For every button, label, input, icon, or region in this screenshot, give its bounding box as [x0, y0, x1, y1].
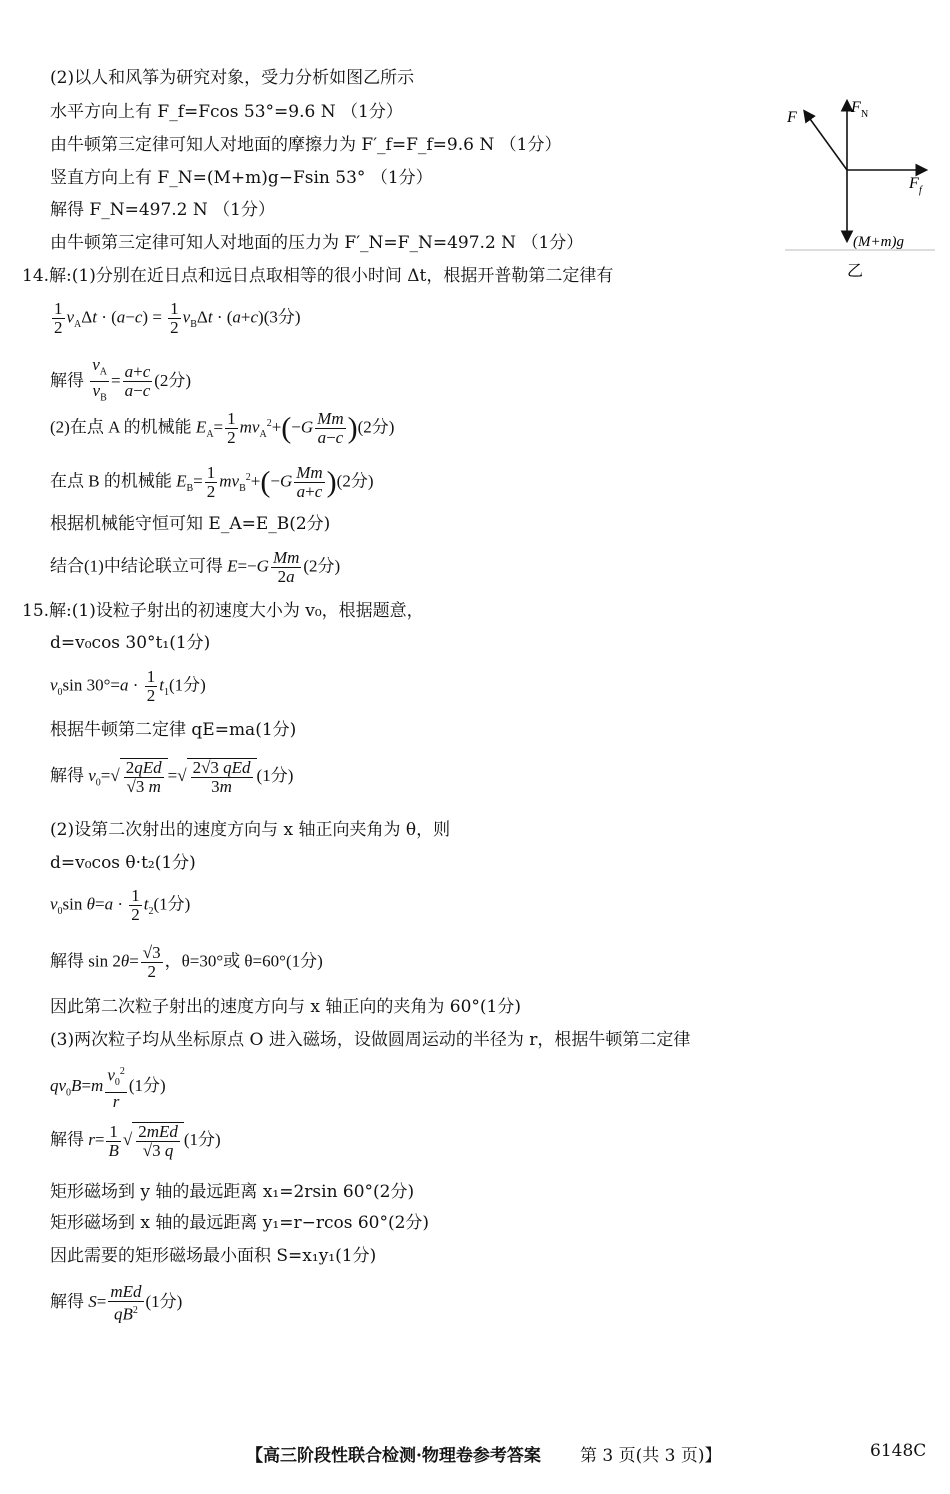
q14-eq-2: 解得 $\frac{v_A}{v_B}$ = $\frac{a+c}{a-c}$ (2分)	[50, 355, 192, 404]
q14-eq-6-score: (2分)	[303, 556, 341, 576]
q15-line-6: d=v₀cos θ·t₂(1分)	[50, 853, 196, 873]
q14-eq-6: 结合(1)中结论联立可得 E=−G $\frac{Mm}{2a}$ (2分)	[50, 548, 341, 586]
q15-eq-12: 解得 r= $\frac{1}{B}$ √ $\frac{\text{2mEd}}{√3 q}$ (1分)	[50, 1121, 221, 1160]
arrow-F	[805, 112, 847, 170]
q14-eq-2-label: 解得	[50, 370, 84, 390]
q15-eq-11-score: (1分)	[128, 1075, 166, 1095]
q14-eq-6-label: 结合(1)中结论联立可得	[50, 556, 223, 576]
q14-eq-2-score: (2分)	[154, 370, 192, 390]
q15-eq-11: $qv_0B=m$ $\frac{v_0^2}{r}$ (1分)	[50, 1063, 166, 1111]
q15-eq-2-score: (1分)	[168, 675, 206, 695]
footer-title: 【高三阶段性联合检测·物理卷参考答案	[246, 1446, 541, 1466]
q15-eq-12-score: (1分)	[183, 1129, 221, 1149]
q15-line-10: (3)两次粒子均从坐标原点 O 进入磁场，设做圆周运动的半径为 r，根据牛顿第二定律	[50, 1030, 691, 1050]
q15-eq-8-label: 解得	[50, 951, 84, 971]
q15-line-3: 根据牛顿第二定律 qE=ma(1分)	[50, 720, 297, 740]
q14-eq-1: $\frac{1}{2}$ $v_A\Delta t \cdot (a-c)$ = $\frac{1}{2}$ $v_B\Delta t \cdot (a+c)(3$分)	[54, 299, 301, 337]
q13-line-2: 水平方向上有 F_f=Fcos 53°=9.6 N （1分）	[50, 102, 403, 122]
label-G: (M+m)g	[853, 234, 904, 250]
q15-eq-4: 解得 $v_0=√$ $\frac{\text{2qEd}}{√3 m}$ =√ $\frac{\text{2√3 qEd}}{3m}$ (1分)	[50, 758, 294, 796]
q14-eq-4-score: (2分)	[336, 471, 374, 491]
q13-line-4: 竖直方向上有 F_N=(M+m)g−Fsin 53° （1分）	[50, 168, 433, 188]
q15-line-14: 矩形磁场到 x 轴的最远距离 y₁=r−rcos 60°(2分)	[50, 1213, 430, 1233]
page-footer	[0, 1441, 950, 1471]
q15-eq-8: 解得 sin 2θ= $\frac{√3}{2}$ ，θ=30°或 θ=60°(1分)	[50, 943, 323, 981]
label-Ff: F	[909, 175, 919, 192]
q14-eq-3-score: (2分)	[357, 417, 395, 437]
footer-code: 6148C	[870, 1441, 927, 1461]
diagram-caption: 乙	[847, 261, 864, 280]
q15-eq-7-score: (1分)	[153, 894, 191, 914]
q15-head: 15.解:(1)设粒子射出的初速度大小为 v₀，根据题意，	[22, 601, 424, 621]
q15-line-15: 因此需要的矩形磁场最小面积 S=x₁y₁(1分)	[50, 1246, 377, 1266]
q15-line-9: 因此第二次粒子射出的速度方向与 x 轴正向的夹角为 60°(1分)	[50, 997, 522, 1017]
q13-line-1: (2)以人和风筝为研究对象，受力分析如图乙所示	[50, 68, 415, 88]
q15-line-1: d=v₀cos 30°t₁(1分)	[50, 633, 211, 653]
q14-eq-4-label: 在点 B 的机械能	[50, 471, 172, 491]
q15-eq-7: $v_0\sin$ θ=a · $\frac{1}{2}$ $t_2(1$分)	[50, 886, 191, 924]
q15-eq-8-rest: ，θ=30°或 θ=60°(1分)	[164, 951, 323, 971]
q15-eq-16-label: 解得	[50, 1292, 84, 1312]
q15-eq-2: $v_0\sin$ 30°=a · $\frac{1}{2}$ $t_1(1$分)	[50, 667, 206, 705]
q14-eq-4: 在点 B 的机械能 $E_B=$ $\frac{1}{2}$ $mv_B^2+(-G$ $\frac{Mm}{a+c}$ )(2分)	[50, 463, 374, 501]
q15-eq-12-label: 解得	[50, 1129, 84, 1149]
q13-line-5: 解得 F_N=497.2 N （1分）	[50, 200, 275, 220]
q14-eq-1-score: (3分)	[263, 307, 301, 327]
force-diagram-svg	[785, 90, 935, 280]
q15-eq-4-label: 解得	[50, 765, 84, 785]
q15-line-5: (2)设第二次射出的速度方向与 x 轴正向夹角为 θ，则	[50, 820, 451, 840]
q14-line-5: 根据机械能守恒可知 E_A=E_B(2分)	[50, 514, 331, 534]
q13-line-3: 由牛顿第三定律可知人对地面的摩擦力为 F′_f=F_f=9.6 N （1分）	[50, 135, 562, 155]
q14-eq-3-label: (2)在点 A 的机械能	[50, 417, 192, 437]
q15-line-13: 矩形磁场到 y 轴的最远距离 x₁=2rsin 60°(2分)	[50, 1182, 415, 1202]
q14-eq-3: (2)在点 A 的机械能 $E_A=$ $\frac{1}{2}$ $mv_A^2+(-G$ $\frac{Mm}{a-c}$ )(2分)	[50, 409, 395, 447]
q13-line-6: 由牛顿第三定律可知人对地面的压力为 F′_N=F_N=497.2 N （1分）	[50, 233, 584, 253]
force-diagram	[785, 90, 935, 280]
q15-eq-16: 解得 S= $\frac{\text{mEd}}{qB^2}$ (1分)	[50, 1282, 183, 1324]
q15-eq-16-score: (1分)	[145, 1292, 183, 1312]
footer-page-number: 第 3 页(共 3 页)】	[580, 1446, 722, 1466]
label-FN: F	[851, 99, 861, 116]
label-Ff-sub: f	[919, 185, 922, 196]
label-F: F	[787, 109, 797, 126]
q15-eq-4-score: (1分)	[256, 765, 294, 785]
label-FN-sub: N	[861, 109, 869, 120]
q14-head: 14.解:(1)分别在近日点和远日点取相等的很小时间 Δt，根据开普勒第二定律有	[22, 266, 614, 286]
